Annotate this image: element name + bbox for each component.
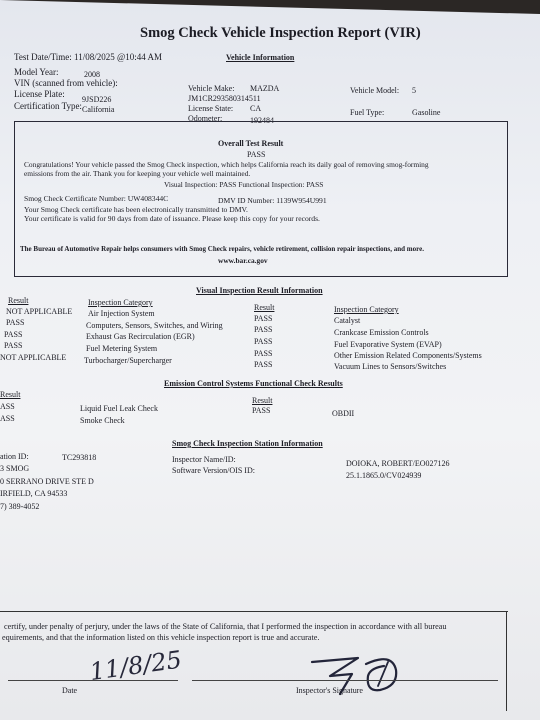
dmv-id-number: DMV ID Number: 1139W954U991 (218, 196, 327, 205)
plate-value: 9JSD226 (82, 95, 112, 104)
plate-label: License Plate: (14, 89, 65, 99)
svg-text:11/8/25: 11/8/25 (87, 645, 184, 687)
vin-label: VIN (scanned from vehicle): (14, 78, 118, 88)
visual-left-category: Computers, Sensors, Switches, and Wiring (86, 321, 223, 330)
visual-left-category: Fuel Metering System (86, 344, 158, 353)
station-phone: 7) 389-4052 (0, 502, 40, 511)
functional-left-check: Liquid Fuel Leak Check (80, 404, 158, 413)
visual-left-category: Air Injection System (88, 309, 155, 318)
cert-border-right (506, 611, 507, 711)
inspector-value: DOIOKA, ROBERT/EO027126 (346, 459, 450, 468)
odometer-label: Odometer: (188, 114, 223, 123)
cert-divider (0, 611, 508, 612)
software-label: Software Version/OIS ID: (172, 466, 255, 475)
visual-category-col-right: Inspection Category (334, 305, 399, 314)
visual-right-result: PASS (254, 325, 273, 334)
station-id-label: ation ID: (0, 452, 29, 461)
certificate-number: Smog Check Certificate Number: UW408344C (24, 194, 169, 203)
visual-right-result: PASS (254, 314, 273, 323)
certify-line-2: equirements, and that the information listed on this vehicle inspection report is true and accurate. (2, 633, 320, 642)
vin-value: JM1CR293580314511 (188, 94, 261, 103)
visual-left-result: PASS (4, 330, 23, 339)
visual-result-col-left: Result (8, 296, 29, 305)
transmitted-notice: Your Smog Check certificate has been electronically transmitted to DMV. (24, 205, 248, 214)
visual-left-result: NOT APPLICABLE (6, 307, 73, 316)
signature-label: Inspector's Signature (296, 686, 363, 695)
bar-notice: The Bureau of Automotive Repair helps consumers with Smog Check repairs, vehicle retirement, collision repair inspections, and more. (20, 245, 424, 253)
state-value: CA (250, 104, 262, 113)
software-value: 25.1.1865.0/CV024939 (346, 471, 422, 480)
visual-heading: Visual Inspection Result Information (196, 286, 323, 295)
visual-left-result: PASS (6, 318, 25, 327)
make-value: MAZDA (250, 84, 280, 93)
functional-heading: Emission Control Systems Functional Check Results (164, 379, 343, 388)
visual-result-col-right: Result (254, 303, 275, 312)
functional-right-check: OBDII (332, 409, 355, 418)
state-label: License State: (188, 104, 234, 113)
validity-notice: Your certificate is valid for 90 days from date of issuance. Please keep this copy for your records. (24, 214, 320, 223)
visual-right-result: PASS (254, 349, 273, 358)
report-title: Smog Check Vehicle Inspection Report (VIR) (140, 25, 421, 41)
signature-line (192, 680, 498, 681)
test-datetime: Test Date/Time: 11/08/2025 @10:44 AM (14, 52, 162, 62)
photo-background-corner (0, 0, 540, 14)
visual-left-category: Turbocharger/Supercharger (84, 356, 172, 365)
congrats-line-2: emissions from the air. Thank you for keeping your vehicle well maintained. (24, 169, 251, 178)
fuel-value: Gasoline (412, 108, 441, 117)
visual-right-category: Crankcase Emission Controls (334, 328, 429, 337)
station-heading: Smog Check Inspection Station Information (172, 439, 323, 448)
overall-heading: Overall Test Result (218, 139, 284, 148)
model-year-value: 2008 (84, 70, 100, 79)
cert-type-label: Certification Type: (14, 101, 82, 111)
date-line (8, 680, 178, 681)
model-value: 5 (412, 86, 416, 95)
model-label: Vehicle Model: (350, 86, 400, 95)
cert-type-value: California (82, 105, 115, 114)
visual-right-category: Catalyst (334, 316, 361, 325)
date-label: Date (62, 686, 78, 695)
functional-result-col-right: Result (252, 396, 273, 405)
visual-right-category: Vacuum Lines to Sensors/Switches (334, 362, 447, 371)
fuel-label: Fuel Type: (350, 108, 385, 117)
bar-website: www.bar.ca.gov (218, 256, 268, 265)
visual-left-category: Exhaust Gas Recirculation (EGR) (86, 332, 195, 341)
visual-right-result: PASS (254, 360, 273, 369)
congrats-line-1: Congratulations! Your vehicle passed the Smog Check inspection, which helps California reach its daily goal of removing smog-forming (24, 160, 429, 169)
station-address-1: 0 SERRANO DRIVE STE D (0, 477, 94, 486)
station-id-value: TC293818 (62, 453, 97, 462)
inspector-label: Inspector Name/ID: (172, 455, 236, 464)
certify-line-1: certify, under penalty of perjury, under the laws of the State of California, that I performed the inspection in accordance with all bureau (4, 622, 447, 631)
visual-right-result: PASS (254, 337, 273, 346)
vehicle-info-heading: Vehicle Information (226, 53, 295, 62)
visual-functional-summary: Visual Inspection: PASS Functional Inspection: PASS (164, 180, 324, 189)
overall-result: PASS (247, 150, 266, 159)
odometer-value: 192484 (250, 116, 274, 125)
functional-result-col-left: Result (0, 390, 21, 399)
functional-left-check: Smoke Check (80, 416, 125, 425)
functional-left-result: ASS (0, 402, 15, 411)
visual-category-col-left: Inspection Category (88, 298, 153, 307)
make-label: Vehicle Make: (188, 84, 235, 93)
station-name: 3 SMOG (0, 464, 30, 473)
visual-left-result: PASS (4, 341, 23, 350)
visual-right-category: Fuel Evaporative System (EVAP) (334, 340, 442, 349)
visual-left-result: NOT APPLICABLE (0, 353, 67, 362)
handwritten-date (84, 640, 194, 690)
functional-left-result: ASS (0, 414, 15, 423)
station-address-2: IRFIELD, CA 94533 (0, 489, 68, 498)
visual-right-category: Other Emission Related Components/Systems (334, 351, 482, 360)
model-year-label: Model Year: (14, 67, 59, 77)
functional-right-result: PASS (252, 406, 271, 415)
